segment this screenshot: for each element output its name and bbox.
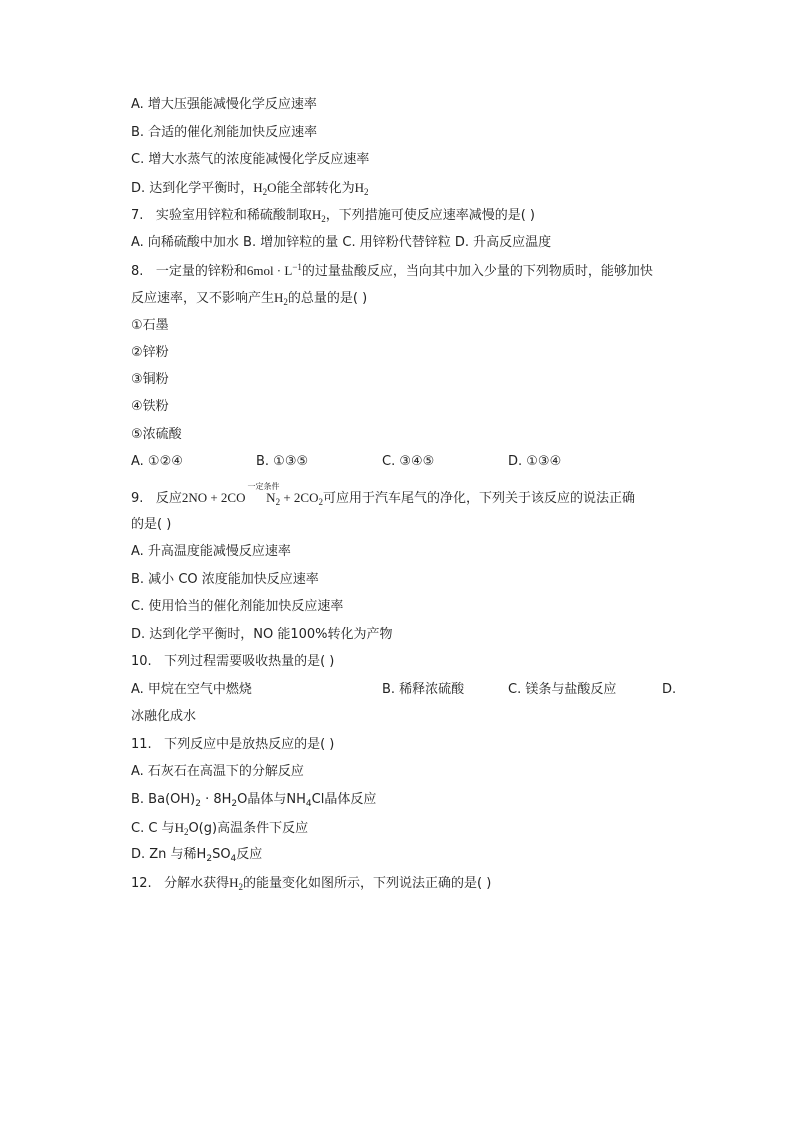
q11-option-c: C. C 与$H_2O(g)$高温条件下反应 — [131, 820, 309, 837]
q12-stem: 12. 分解水获得$H_2$的能量变化如图所示，下列说法正确的是( ) — [131, 875, 492, 892]
q8-option-d: D. ①③④ — [508, 454, 562, 469]
q6-option-a: A. 增大压强能减慢化学反应速率 — [131, 97, 317, 112]
q6-option-c: C. 增大水蒸气的浓度能减慢化学反应速率 — [131, 152, 370, 167]
q9-option-a: A. 升高温度能减慢反应速率 — [131, 544, 291, 559]
q10-option-d-text: 冰融化成水 — [131, 709, 197, 724]
q11-option-d: D. Zn 与稀$H_2SO_4$反应 — [131, 847, 263, 864]
q9-equation-left: 2NO + 2CO — [181, 490, 246, 505]
q11-stem: 11. 下列反应中是放热反应的是( ) — [131, 737, 335, 752]
q10-option-c: C. 镁条与盐酸反应 — [508, 682, 617, 697]
q11-option-a: A. 石灰石在高温下的分解反应 — [131, 764, 304, 779]
q8-stem-line2: 反应速率，又不影响产生$H_2$的总量的是( ) — [131, 290, 368, 307]
q8-item-4: ④铁粉 — [131, 399, 169, 414]
q9-stem-line2: 的是( ) — [131, 517, 172, 532]
q9-option-d: D. 达到化学平衡时，NO 能100%转化为产物 — [131, 627, 393, 642]
q8-option-b: B. ①③⑤ — [256, 454, 309, 469]
q9-stem-line1: 9. 反应2NO + 2CO 一定条件 $N_2 + 2CO_2$可应用于汽车尾气的净化，下列关于该反应的说法正确 — [131, 482, 635, 507]
q8-item-2: ②锌粉 — [131, 345, 169, 360]
q8-option-a: A. ①②④ — [131, 454, 183, 469]
q9-option-c: C. 使用恰当的催化剂能加快反应速率 — [131, 599, 344, 614]
q7-options: A. 向稀硫酸中加水 B. 增加锌粒的量 C. 用锌粉代替锌粒 D. 升高反应温度 — [131, 235, 552, 250]
q8-option-c: C. ③④⑤ — [382, 454, 435, 469]
q8-item-5: ⑤浓硫酸 — [131, 427, 182, 442]
q8-item-1: ①石墨 — [131, 318, 169, 333]
q10-option-a: A. 甲烷在空气中燃烧 — [131, 682, 252, 697]
q11-option-b: B. $Ba(OH)_2 \cdot 8H_2O$晶体与$NH_4Cl$晶体反应 — [131, 792, 377, 809]
q6-option-b: B. 合适的催化剂能加快反应速率 — [131, 125, 318, 140]
q6-option-d: D. 达到化学平衡时，$H_2O$能全部转化为$H_2$ — [131, 180, 369, 197]
q9-option-b: B. 减小 CO 浓度能加快反应速率 — [131, 572, 319, 587]
q7-stem: 7. 实验室用锌粒和稀硫酸制取$H_2$，下列措施可使反应速率减慢的是( ) — [131, 207, 535, 224]
q10-option-d: D. — [662, 682, 677, 697]
q10-stem: 10. 下列过程需要吸收热量的是( ) — [131, 654, 335, 669]
q8-stem-line1: 8. 一定量的锌粉和$6mol \cdot L^{-1}$的过量盐酸反应，当向其中加入少量的下列物质时，能够加快 — [131, 262, 653, 279]
q10-option-b: B. 稀释浓硫酸 — [382, 682, 465, 697]
q8-item-3: ③铜粉 — [131, 372, 169, 387]
q9-equation-condition: 一定条件 — [247, 482, 280, 491]
